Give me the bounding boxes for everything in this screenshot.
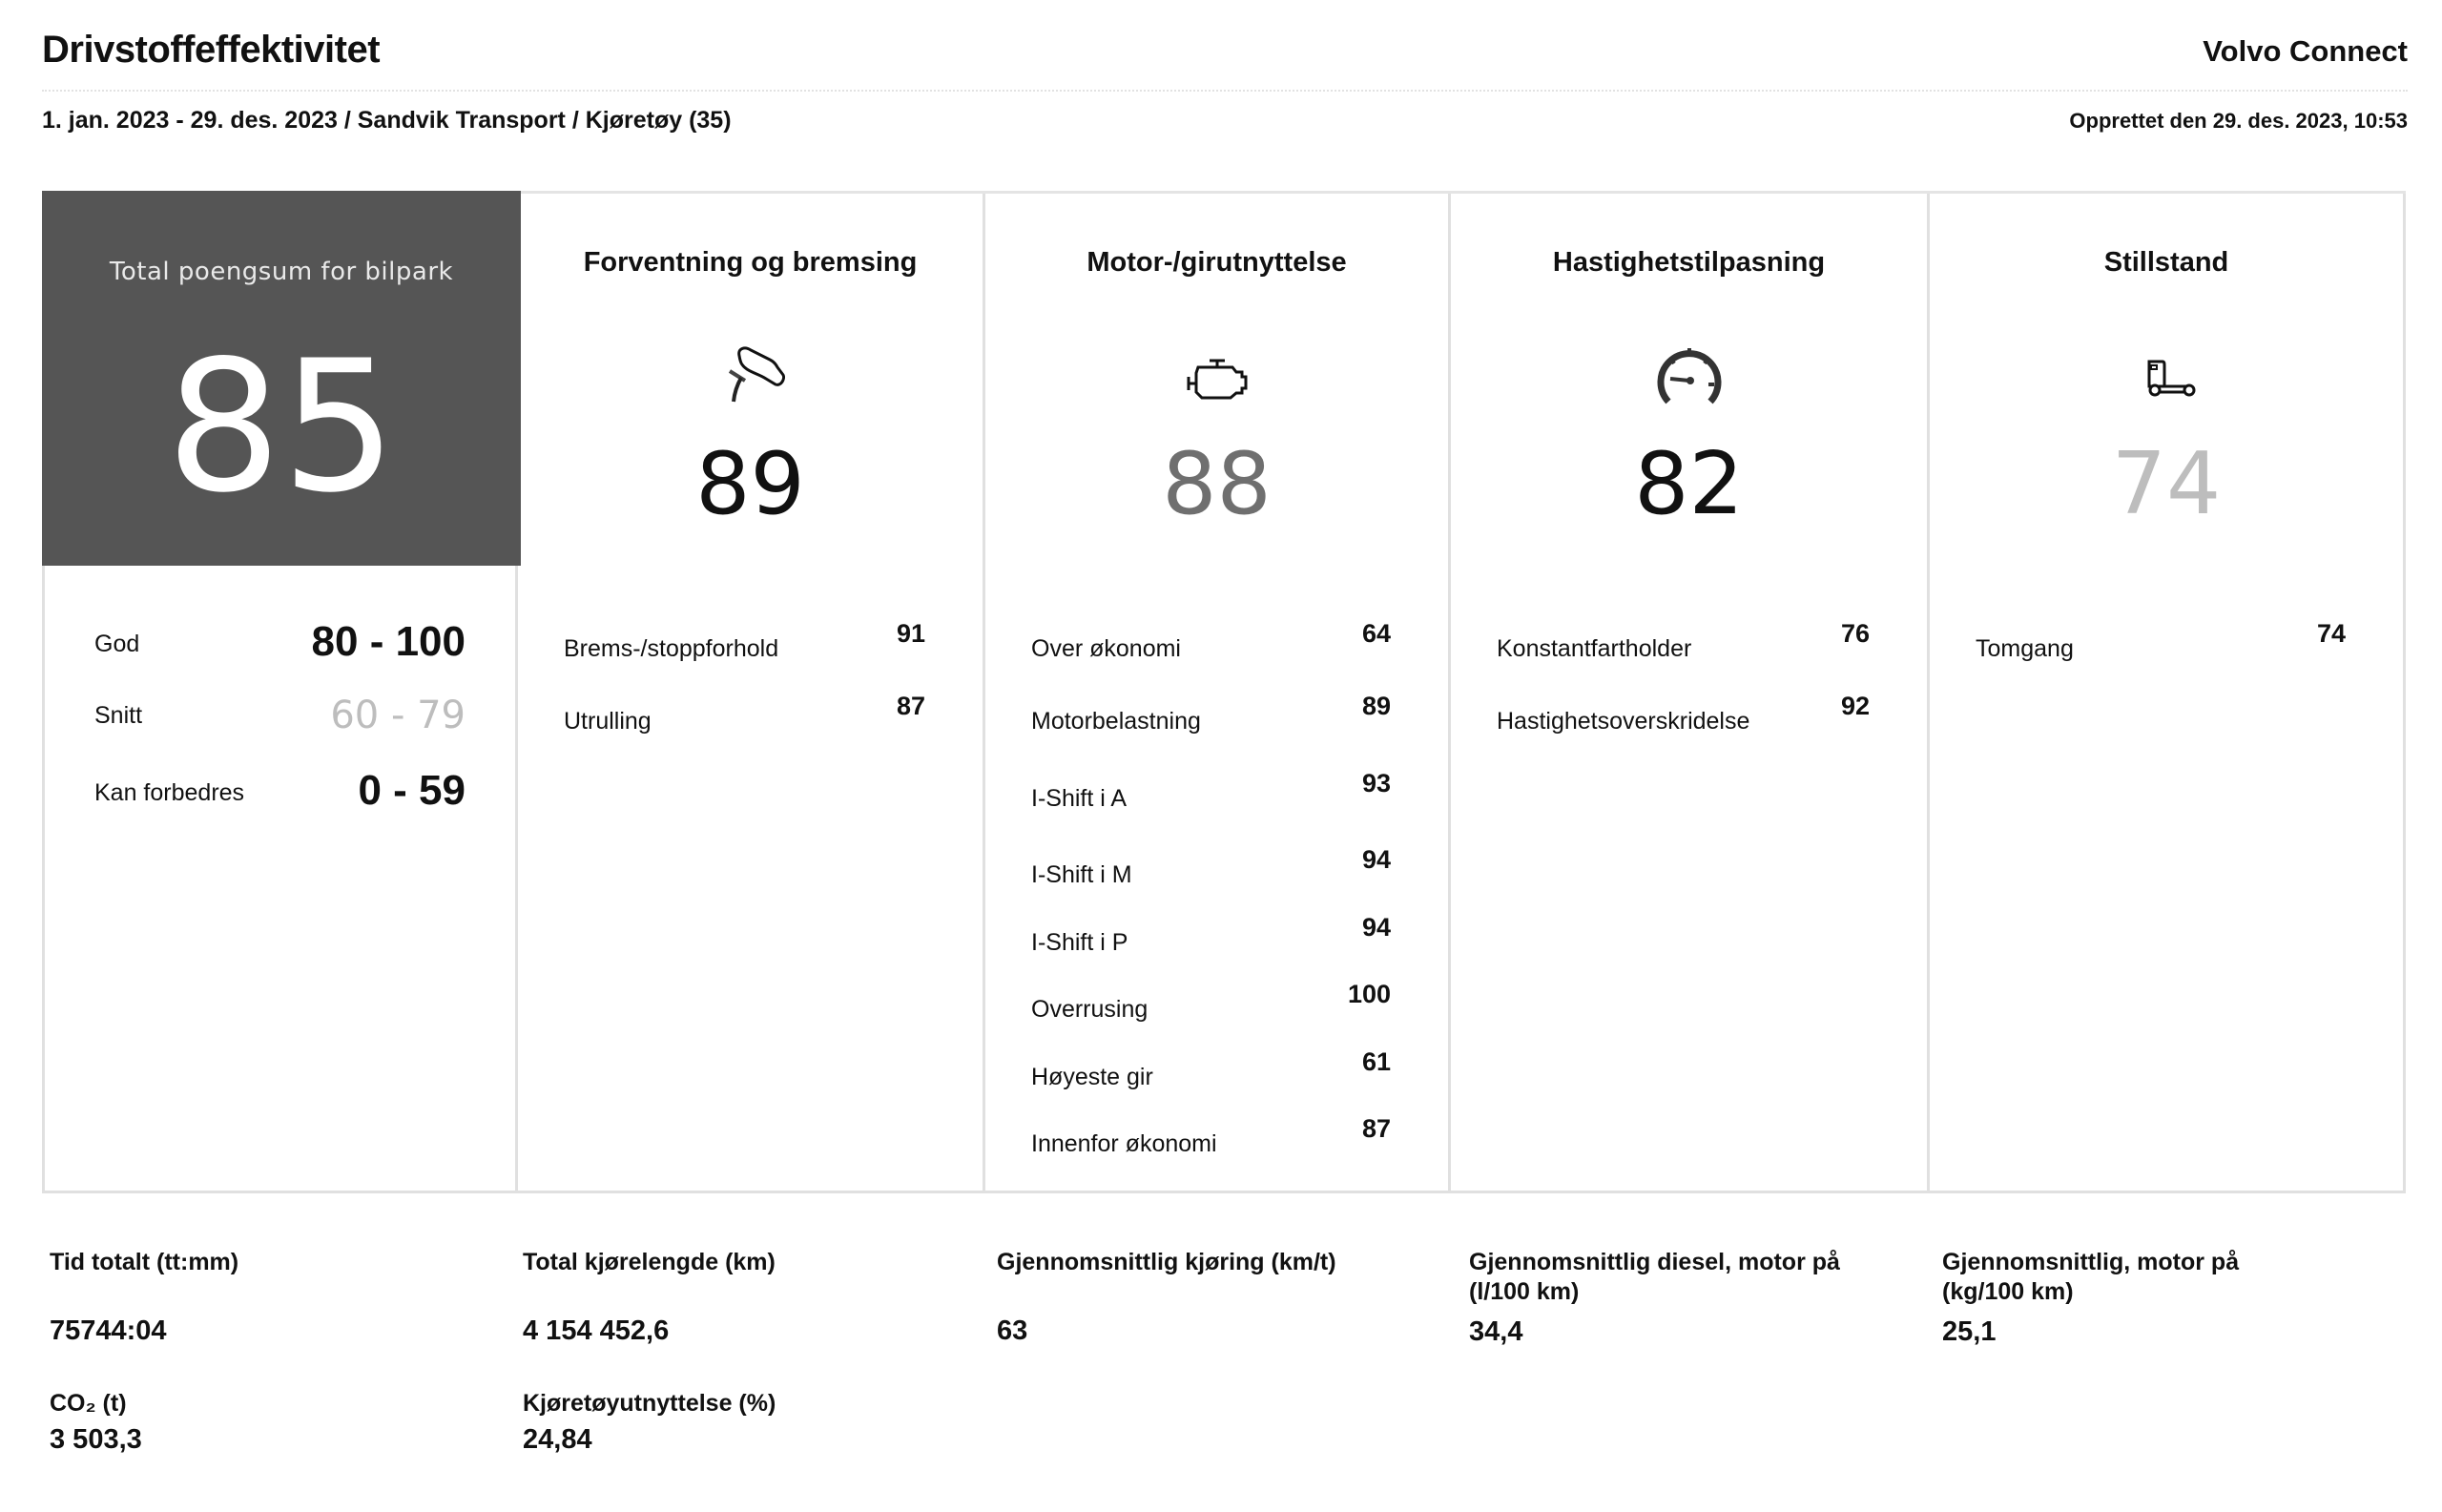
category-card-anticipation-braking [518, 194, 985, 1193]
brand-name: Volvo Connect [2203, 34, 2408, 68]
stat-value: 63 [997, 1315, 1028, 1346]
metric-label: Utrulling [564, 708, 652, 735]
stat-label: Gjennomsnittlig, motor på (kg/100 km) [1942, 1249, 2240, 1305]
total-score-value: 85 [166, 321, 397, 532]
score-cards [42, 191, 2406, 1193]
stat-value: 75744:04 [50, 1315, 167, 1346]
metric-row [564, 619, 925, 667]
metric-value: 76 [1840, 619, 1870, 648]
metric-row [1031, 619, 1391, 667]
metric-value: 64 [1361, 619, 1391, 648]
stat-vehicle-utilization [523, 1389, 942, 1456]
metric-label: Tomgang [1976, 635, 2074, 662]
category-title: Hastighetstilpasning [1552, 247, 1826, 278]
stat-total-time [50, 1248, 469, 1347]
stat-value: 34,4 [1469, 1316, 1523, 1347]
category-title: Forventning og bremsing [583, 247, 918, 278]
metric-row [1031, 1047, 1391, 1095]
stat-value: 4 154 452,6 [523, 1315, 670, 1346]
category-score: 89 [695, 434, 805, 534]
stat-total-distance [523, 1248, 942, 1347]
metric-row [1031, 769, 1391, 817]
metric-row [1031, 692, 1391, 739]
total-score-panel [42, 191, 521, 566]
metric-row [1031, 913, 1391, 961]
metric-value: 94 [1361, 913, 1391, 942]
legend-range: 60 - 79 [330, 694, 466, 737]
speedometer-icon [1642, 327, 1737, 423]
truck-icon [2119, 327, 2214, 423]
metric-row [564, 692, 925, 739]
category-card-speed-adaptation [1451, 194, 1930, 1193]
metric-row [1497, 619, 1870, 667]
metric-row [1031, 845, 1391, 893]
metric-row [1976, 619, 2346, 667]
created-timestamp: Opprettet den 29. des. 2023, 10:53 [2069, 109, 2408, 133]
stat-label: Total kjørelengde (km) [523, 1249, 776, 1275]
legend-label: God [94, 631, 140, 657]
metric-value: 92 [1840, 692, 1870, 720]
pedal-foot-icon [703, 327, 798, 423]
stat-average-kg [1942, 1248, 2324, 1348]
metric-row [1031, 1114, 1391, 1162]
stat-label: Gjennomsnittlig kjøring (km/t) [997, 1249, 1336, 1275]
engine-icon [1169, 327, 1265, 423]
metric-value: 94 [1361, 845, 1391, 874]
page-title: Drivstoffeffektivitet [42, 29, 381, 71]
legend-row-average [94, 682, 466, 739]
total-score-label: Total poengsum for bilpark [109, 258, 454, 286]
legend-row-good [94, 611, 466, 668]
category-score: 82 [1634, 434, 1744, 534]
total-score-card [42, 194, 518, 1193]
legend-label: Kan forbedres [94, 779, 245, 806]
metric-label: I-Shift i P [1031, 929, 1128, 956]
metric-label: Overrusing [1031, 996, 1149, 1023]
category-card-engine-gear [985, 194, 1451, 1193]
stat-label: Tid totalt (tt:mm) [50, 1249, 239, 1275]
metric-value: 93 [1361, 769, 1391, 797]
stat-label: CO₂ (t) [50, 1390, 127, 1417]
metric-label: Innenfor økonomi [1031, 1130, 1217, 1157]
category-score: 88 [1162, 434, 1272, 534]
metric-label: Motorbelastning [1031, 708, 1201, 735]
category-title: Stillstand [2103, 247, 2229, 278]
metric-label: Konstantfartholder [1497, 635, 1692, 662]
metric-label: Høyeste gir [1031, 1064, 1153, 1090]
category-score: 74 [2111, 434, 2222, 534]
metric-value: 87 [1361, 1114, 1391, 1143]
stat-value: 3 503,3 [50, 1424, 142, 1455]
stat-value: 25,1 [1942, 1316, 1997, 1347]
category-title: Motor-/girutnyttelse [1086, 247, 1347, 278]
legend-label: Snitt [94, 702, 143, 729]
metric-label: Hastighetsoverskridelse [1497, 708, 1750, 735]
stat-co2 [50, 1389, 469, 1456]
metric-row [1031, 980, 1391, 1027]
metric-row [1497, 692, 1870, 739]
metric-label: I-Shift i M [1031, 861, 1132, 888]
legend-row-poor [94, 759, 466, 817]
metric-value: 91 [896, 619, 925, 648]
category-card-standstill [1930, 194, 2406, 1193]
metric-label: Over økonomi [1031, 635, 1181, 662]
metric-value: 100 [1347, 980, 1391, 1008]
metric-value: 74 [2316, 619, 2346, 648]
stat-label: Gjennomsnittlig diesel, motor på (l/100 km) [1469, 1249, 1840, 1305]
stat-label: Kjøretøyutnyttelse (%) [523, 1390, 776, 1417]
metric-value: 87 [896, 692, 925, 720]
stat-average-speed [997, 1248, 1417, 1347]
metric-value: 89 [1361, 692, 1391, 720]
header-divider [42, 90, 2408, 92]
legend-range: 80 - 100 [311, 618, 466, 665]
stat-average-diesel [1469, 1248, 1870, 1348]
report-scope: 1. jan. 2023 - 29. des. 2023 / Sandvik Transport / Kjøretøy (35) [42, 107, 732, 134]
metric-value: 61 [1361, 1047, 1391, 1076]
legend-range: 0 - 59 [358, 767, 466, 814]
stat-value: 24,84 [523, 1424, 592, 1455]
metric-label: Brems-/stoppforhold [564, 635, 779, 662]
metric-label: I-Shift i A [1031, 785, 1128, 812]
